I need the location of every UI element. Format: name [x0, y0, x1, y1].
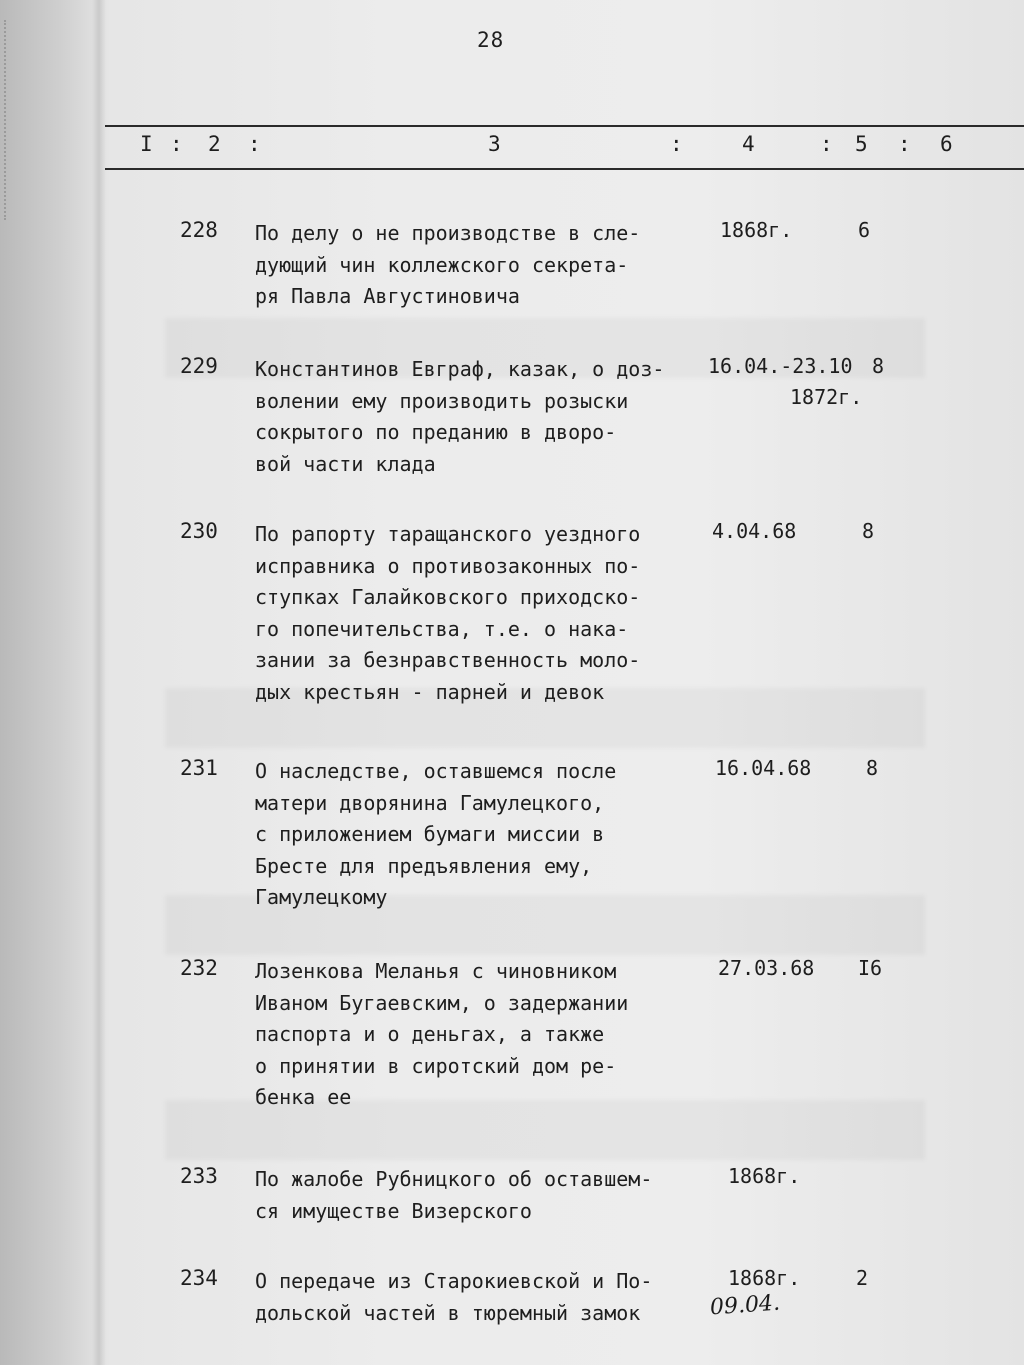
header-rule-bottom	[105, 168, 1024, 170]
entry-sheets: 8	[872, 354, 885, 378]
entry-sheets: 8	[866, 756, 879, 780]
entry-sheets: 2	[856, 1266, 869, 1290]
column-header-1: I	[140, 132, 153, 156]
entry-number: 233	[180, 1164, 218, 1188]
entry-sheets: I6	[858, 956, 883, 980]
entry-number: 231	[180, 756, 218, 780]
edge-marks	[4, 20, 20, 220]
column-separator: :	[820, 132, 833, 156]
column-separator: :	[898, 132, 911, 156]
entry-title: По рапорту таращанского уездного исправника о противозаконных по- ступках Галайковского приходско- го попечительства, т.е. о нака- зании за безнравственность моло- дых крестьян - парней и девок	[255, 522, 641, 704]
column-separator: :	[170, 132, 183, 156]
entry-date: 1868г.	[728, 1164, 801, 1188]
column-separator: :	[248, 132, 261, 156]
entry-date: 4.04.68	[712, 519, 797, 543]
entry-number: 229	[180, 354, 218, 378]
page-number: 28	[477, 28, 505, 52]
entry-title: Лозенкова Меланья с чиновником Иваном Бугаевским, о задержании паспорта и о деньгах, а также о принятии в сиротский дом ре- бенка ее	[255, 959, 629, 1109]
entry-title: О передаче из Старокиевской и По- дольской частей в тюремный замок	[255, 1269, 653, 1325]
entry-number: 234	[180, 1266, 218, 1290]
column-header-2: 2	[208, 132, 221, 156]
entry-title: О наследстве, оставшемся после матери дворянина Гамулецкого, с приложением бумаги миссии в Бресте для предъявления ему, Гамулецкому	[255, 759, 617, 909]
entry-sheets: 6	[858, 218, 871, 242]
binding-shadow	[92, 0, 106, 1365]
column-separator: :	[670, 132, 683, 156]
column-header-5: 5	[855, 132, 868, 156]
column-header-4: 4	[742, 132, 755, 156]
entry-title: Константинов Евграф, казак, о доз- волении ему производить розыски сокрытого по преданию в дворо- вой части клада	[255, 357, 665, 476]
entry-date: 1868г.	[728, 1266, 801, 1290]
entry-sheets: 8	[862, 519, 875, 543]
entry-date-continuation: 1872г.	[790, 385, 863, 409]
entry-date: 27.03.68	[718, 956, 815, 980]
header-rule-top	[105, 125, 1024, 127]
column-header-6: 6	[940, 132, 953, 156]
entry-date: 16.04.68	[715, 756, 812, 780]
entry-title: По делу о не производстве в сле- дующий чин коллежского секрета- ря Павла Августиновича	[255, 221, 641, 308]
entry-title: По жалобе Рубницкого об оставшем- ся имуществе Визерского	[255, 1167, 653, 1223]
entry-number: 228	[180, 218, 218, 242]
entry-number: 232	[180, 956, 218, 980]
entry-number: 230	[180, 519, 218, 543]
entry-date: 1868г.	[720, 218, 793, 242]
entry-date: 16.04.-23.10	[708, 354, 853, 378]
handwritten-date-annotation: 09.04.	[709, 1290, 781, 1321]
column-header-3: 3	[488, 132, 501, 156]
